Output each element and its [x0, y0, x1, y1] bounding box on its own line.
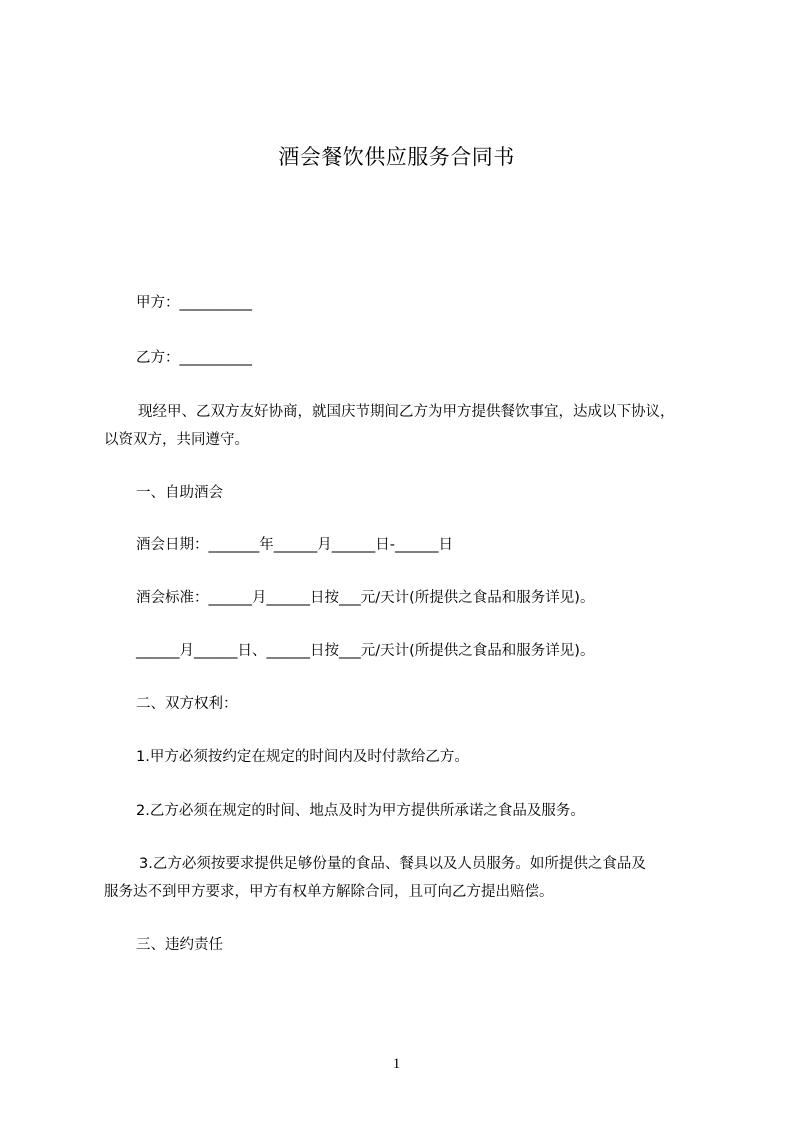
right-item-3-line-1: 3.乙方必须按要求提供足够份量的食品、餐具以及人员服务。如所提供之食品及	[139, 856, 646, 872]
intro-paragraph-line-2: 以资双方，共同遵守。	[104, 432, 249, 448]
section-3-heading: 三、违约责任	[136, 937, 223, 953]
intro-paragraph-line-1: 现经甲、乙双方友好协商，就国庆节期间乙方为甲方提供餐饮事宜，达成以下协议，	[138, 404, 675, 420]
section-1-heading: 一、自助酒会	[136, 485, 223, 501]
party-a-line: 甲方：__________	[136, 295, 252, 311]
page-number: 1	[392, 1056, 401, 1072]
right-item-3-line-2: 服务达不到甲方要求，甲方有权单方解除合同，且可向乙方提出赔偿。	[104, 884, 554, 900]
section-2-heading: 二、双方权利：	[136, 696, 238, 712]
party-b-line: 乙方：__________	[136, 350, 252, 366]
event-standard-line-2: ______月______日、______日按___元/天计(所提供之食品和服务详见)。	[136, 643, 595, 659]
document-title: 酒会餐饮供应服务合同书	[278, 145, 515, 169]
right-item-2: 2.乙方必须在规定的时间、地点及时为甲方提供所承诺之食品及服务。	[136, 803, 585, 819]
right-item-1: 1.甲方必须按约定在规定的时间内及时付款给乙方。	[136, 749, 469, 765]
event-date-line: 酒会日期：_______年______月______日-______日	[136, 537, 453, 553]
event-standard-line-1: 酒会标准：______月______日按___元/天计(所提供之食品和服务详见)。	[136, 590, 595, 606]
